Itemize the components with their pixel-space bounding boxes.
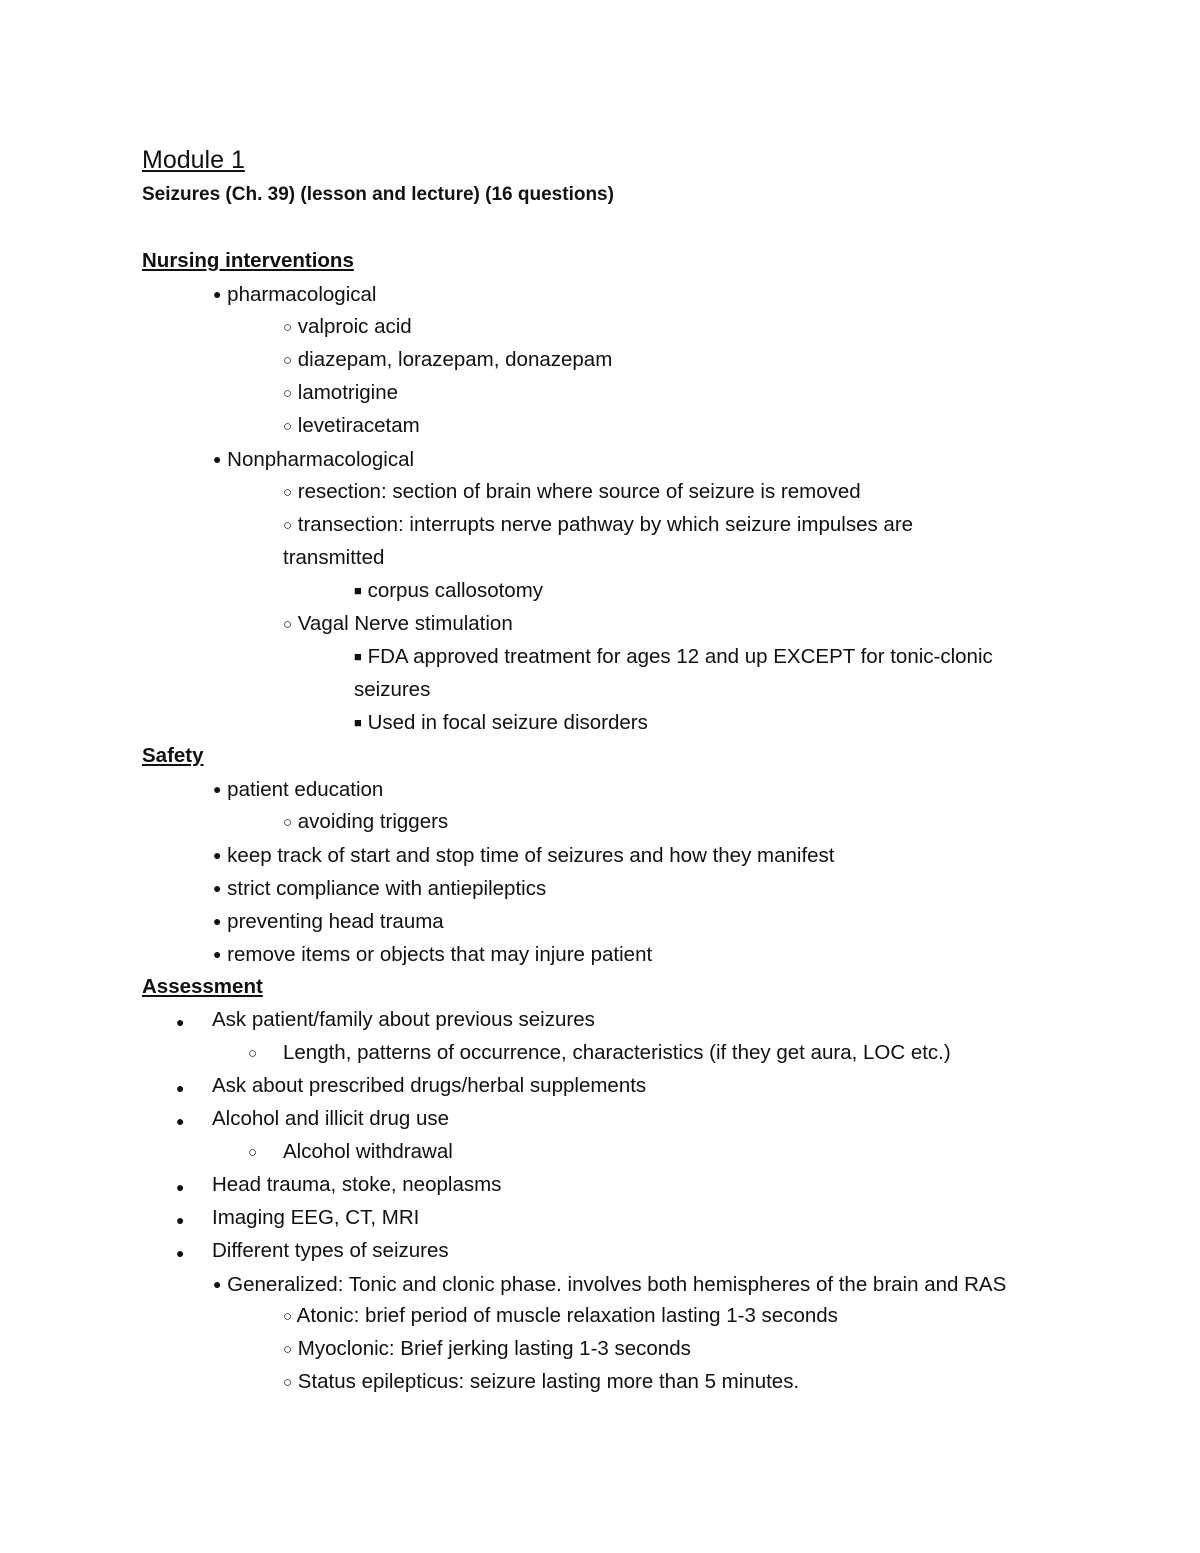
hollow-bullet-icon: ○ <box>283 1308 293 1325</box>
filled-bullet-icon: ● <box>176 1179 185 1195</box>
square-bullet-icon: ■ <box>354 715 362 730</box>
square-bullet-icon: ■ <box>354 649 362 664</box>
list-item: ○ Status epilepticus: seizure lasting more than 5 minutes. <box>283 1370 800 1393</box>
filled-bullet-icon: ● <box>213 847 222 863</box>
list-item: ● keep track of start and stop time of seizures and how they manifest <box>213 844 835 867</box>
list-item: ○ levetiracetam <box>283 414 420 437</box>
list-item: Imaging EEG, CT, MRI <box>212 1206 420 1229</box>
list-item: Ask patient/family about previous seizures <box>212 1008 595 1031</box>
list-item: Different types of seizures <box>212 1239 449 1262</box>
safety-heading: Safety <box>142 744 204 767</box>
list-item: ○ Myoclonic: Brief jerking lasting 1-3 seconds <box>283 1337 691 1360</box>
hollow-bullet-icon: ○ <box>283 385 293 402</box>
list-item: Alcohol and illicit drug use <box>212 1107 450 1130</box>
page-subtitle: Seizures (Ch. 39) (lesson and lecture) (16 questions) <box>142 184 614 205</box>
list-item: ■ Used in focal seizure disorders <box>354 711 648 734</box>
list-item: ● patient education <box>213 778 384 801</box>
list-item-continuation: seizures <box>354 678 431 701</box>
list-item: ● strict compliance with antiepileptics <box>213 877 547 900</box>
hollow-bullet-icon: ○ <box>283 1374 293 1391</box>
filled-bullet-icon: ● <box>176 1014 185 1030</box>
assessment-heading: Assessment <box>142 975 263 998</box>
hollow-bullet-icon: ○ <box>283 1341 293 1358</box>
list-item: ● remove items or objects that may injure patient <box>213 943 653 966</box>
page-title: Module 1 <box>142 146 245 174</box>
list-item: ● preventing head trauma <box>213 910 444 933</box>
filled-bullet-icon: ● <box>213 913 222 929</box>
list-item: ○ Vagal Nerve stimulation <box>283 612 513 635</box>
list-item: ○ resection: section of brain where source of seizure is removed <box>283 480 861 503</box>
list-item: ● pharmacological <box>213 283 377 306</box>
filled-bullet-icon: ● <box>176 1113 185 1129</box>
nursing-interventions-heading: Nursing interventions <box>142 249 354 272</box>
hollow-bullet-icon: ○ <box>283 352 293 369</box>
hollow-bullet-icon: ○ <box>283 319 293 336</box>
list-item: ● Nonpharmacological <box>213 448 415 471</box>
list-item: ■ corpus callosotomy <box>354 579 544 602</box>
list-item-continuation: transmitted <box>283 546 385 569</box>
list-item: Length, patterns of occurrence, characteristics (if they get aura, LOC etc.) <box>283 1041 951 1064</box>
list-item: ■ FDA approved treatment for ages 12 and up EXCEPT for tonic-clonic <box>354 645 993 668</box>
hollow-bullet-icon: ○ <box>283 484 293 501</box>
list-item: ● Generalized: Tonic and clonic phase. involves both hemispheres of the brain and RAS <box>213 1273 1007 1296</box>
list-item: Alcohol withdrawal <box>283 1140 453 1163</box>
hollow-bullet-icon: ○ <box>248 1144 258 1161</box>
filled-bullet-icon: ● <box>213 1276 222 1292</box>
hollow-bullet-icon: ○ <box>283 814 293 831</box>
list-item: Head trauma, stoke, neoplasms <box>212 1173 502 1196</box>
square-bullet-icon: ■ <box>354 583 362 598</box>
filled-bullet-icon: ● <box>213 286 222 302</box>
list-item: ○ valproic acid <box>283 315 412 338</box>
filled-bullet-icon: ● <box>213 946 222 962</box>
hollow-bullet-icon: ○ <box>248 1045 258 1062</box>
list-item: ○ avoiding triggers <box>283 810 449 833</box>
filled-bullet-icon: ● <box>213 781 222 797</box>
list-item: Ask about prescribed drugs/herbal supplements <box>212 1074 647 1097</box>
hollow-bullet-icon: ○ <box>283 616 293 633</box>
filled-bullet-icon: ● <box>213 880 222 896</box>
list-item: ○ Atonic: brief period of muscle relaxation lasting 1-3 seconds <box>283 1304 838 1327</box>
list-item: ○ transection: interrupts nerve pathway by which seizure impulses are <box>283 513 914 536</box>
list-item: ○ diazepam, lorazepam, donazepam <box>283 348 613 371</box>
list-item: ○ lamotrigine <box>283 381 399 404</box>
hollow-bullet-icon: ○ <box>283 517 293 534</box>
filled-bullet-icon: ● <box>176 1212 185 1228</box>
filled-bullet-icon: ● <box>176 1245 185 1261</box>
filled-bullet-icon: ● <box>176 1080 185 1096</box>
filled-bullet-icon: ● <box>213 451 222 467</box>
hollow-bullet-icon: ○ <box>283 418 293 435</box>
